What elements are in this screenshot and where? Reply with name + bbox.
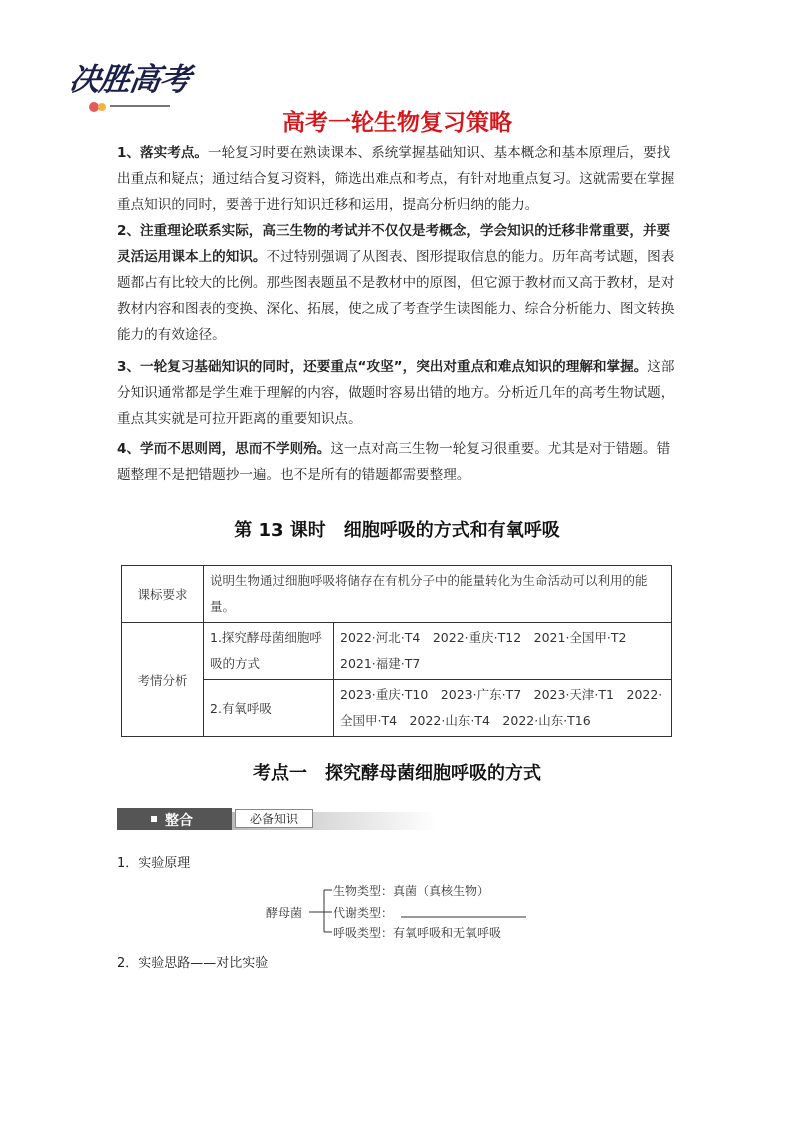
table-cell: 1.探究酵母菌细胞呼吸的方式	[204, 623, 334, 680]
strategy-paragraph-4	[117, 436, 683, 488]
diagram-branch: 呼吸类型：有氧呼吸和无氧呼吸	[333, 926, 502, 940]
table-cell: 说明生物通过细胞呼吸将储存在有机分子中的能量转化为生命活动可以利用的能量。	[204, 566, 672, 623]
table-row	[122, 566, 672, 623]
table-row	[122, 680, 672, 737]
table-label: 课标要求	[122, 566, 204, 623]
strategy-lead: 1、落实考点。	[117, 145, 209, 161]
table-cell: 2022·河北·T4 2022·重庆·T12 2021·全国甲·T2 2021·福建·T7	[334, 623, 672, 680]
table-row	[122, 623, 672, 680]
requirements-table	[121, 565, 672, 737]
table-cell: 2.有氧呼吸	[204, 680, 334, 737]
strategy-text: 不过特别强调了从图表、图形提取信息的能力。历年高考试题，图表题都占有比较大的比例。那些图表题虽不是教材中的原图，但它源于教材而又高于教材，是对教材内容和图表的变换、深化、拓展，使之成了考查学生读图能力、综合分析能力、图文转换能力的有效途径。	[117, 249, 675, 343]
item-heading: 1．实验原理	[117, 856, 191, 871]
diagram-root: 酵母菌	[266, 906, 303, 920]
strategy-text: 这部分知识通常都是学生难于理解的内容，做题时容易出错的地方。分析近几年的高考生物试题，重点其实就是可拉开距离的重要知识点。	[117, 359, 675, 427]
strategy-lead: 3、一轮复习基础知识的同时，还要重点“攻坚”，突出对重点和难点知识的理解和掌握。	[117, 359, 648, 375]
main-title: 高考一轮生物复习策略	[282, 110, 512, 136]
bar-sub-label: 必备知识	[235, 809, 313, 828]
strategy-paragraph-2	[117, 218, 683, 348]
lesson-title: 第 13 课时 细胞呼吸的方式和有氧呼吸	[234, 520, 560, 541]
diagram-branch: 生物类型：真菌（真核生物）	[333, 884, 490, 898]
yeast-diagram	[266, 880, 566, 942]
strategy-lead: 2、注重理论联系实际，高三生物的考试并不仅仅是考概念，学会知识的迁移非常重要，并要灵活运用课本上的知识。	[117, 223, 671, 265]
table-label: 考情分析	[122, 623, 204, 737]
square-bullet-icon	[151, 816, 157, 822]
strategy-text: 一轮复习时要在熟读课本、系统掌握基础知识、基本概念和基本原理后，要找出重点和疑点；通过结合复习资料，筛选出难点和考点，有针对地重点复习。这就需要在掌握重点知识的同时，要善于进行知识迁移和运用，提高分析归纳的能力。	[117, 145, 675, 213]
strategy-paragraph-3	[117, 354, 683, 432]
table-cell: 2023·重庆·T10 2023·广东·T7 2023·天津·T1 2022·全国甲·T4 2022·山东·T4 2022·山东·T16	[334, 680, 672, 737]
strategy-text: 这一点对高三生物一轮复习很重要。尤其是对于错题。错题整理不是把错题抄一遍。也不是所有的错题都需要整理。	[117, 441, 671, 483]
strategy-lead: 4、学而不思则罔，思而不学则殆。	[117, 441, 331, 457]
strategy-paragraph-1	[117, 140, 683, 218]
item-heading: 2．实验思路——对比实验	[117, 956, 269, 971]
logo-text: 决胜高考	[66, 62, 193, 98]
section-bar	[117, 808, 437, 832]
section-title: 考点一 探究酵母菌细胞呼吸的方式	[253, 763, 541, 784]
diagram-branch: 代谢类型：	[333, 906, 394, 920]
bar-main-label: 整合	[165, 813, 193, 829]
